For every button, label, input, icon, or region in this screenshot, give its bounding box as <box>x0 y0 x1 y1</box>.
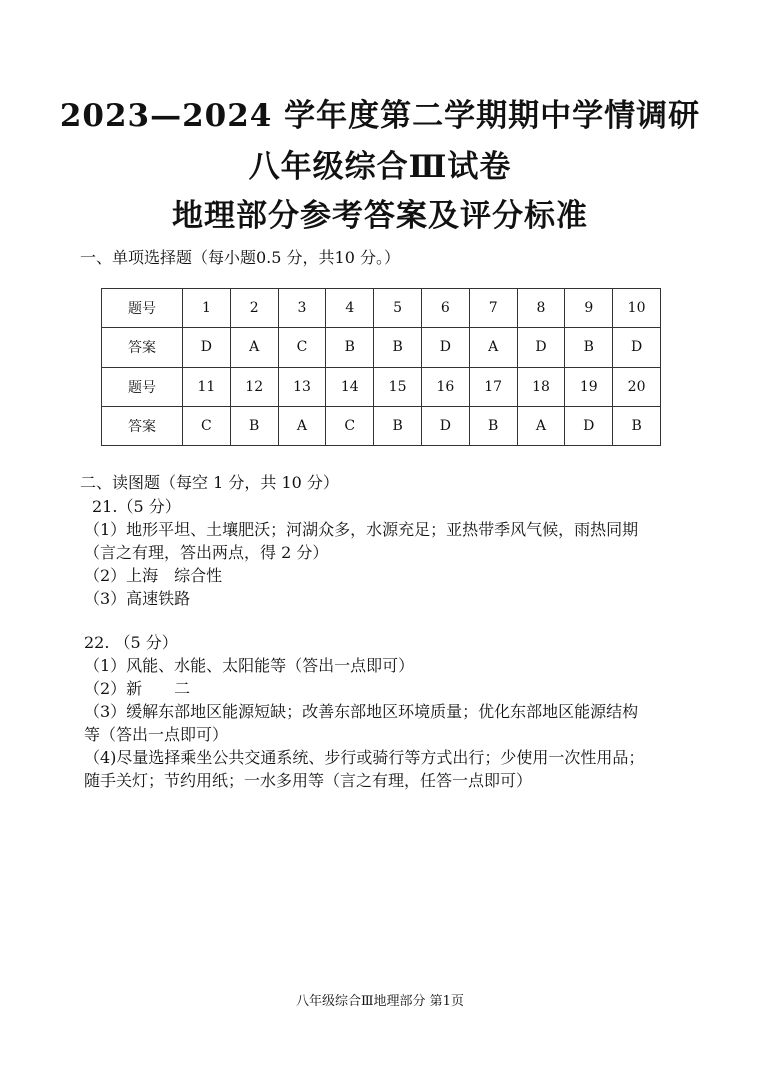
table-cell: B <box>326 328 374 367</box>
table-cell: 9 <box>565 289 613 328</box>
table-cell: 1 <box>183 289 231 328</box>
q22-answer-2: （2）新 二 <box>84 679 191 698</box>
table-cell: 6 <box>421 289 469 328</box>
table-cell: 8 <box>517 289 565 328</box>
q22-header: 22. （5 分） <box>84 633 178 652</box>
table-cell: 4 <box>326 289 374 328</box>
table-cell: B <box>469 406 517 445</box>
page-footer: 八年级综合Ⅲ地理部分 第1页 <box>296 994 464 1009</box>
q22-answer-3-note: 等（答出一点即可） <box>84 725 229 744</box>
table-cell: 12 <box>230 367 278 406</box>
table-cell: 20 <box>613 367 661 406</box>
title-line-1: 2023—2024 学年度第二学期期中学情调研 <box>59 98 701 134</box>
q21-answer-3: （3）高速铁路 <box>84 589 191 608</box>
table-cell: B <box>565 328 613 367</box>
table-cell: A <box>517 406 565 445</box>
table-cell: C <box>326 406 374 445</box>
table-cell: 14 <box>326 367 374 406</box>
title-line-2: 八年级综合Ⅲ试卷 <box>248 149 512 185</box>
answer-table <box>101 288 661 446</box>
section-1-heading: 一、单项选择题（每小题0.5 分，共10 分。） <box>80 248 400 267</box>
q22-answer-1: （1）风能、水能、太阳能等（答出一点即可） <box>84 656 415 675</box>
table-row <box>102 289 661 328</box>
table-row-label: 答案 <box>102 406 183 445</box>
q22-answer-4: （4)尽量选择乘坐公共交通系统、步行或骑行等方式出行；少使用一次性用品； <box>84 748 645 767</box>
table-cell: B <box>230 406 278 445</box>
table-cell: D <box>421 328 469 367</box>
table-row-label: 答案 <box>102 328 183 367</box>
table-cell: 3 <box>278 289 326 328</box>
table-cell: D <box>183 328 231 367</box>
q21-answer-1-note: （言之有理，答出两点，得 2 分） <box>84 543 329 562</box>
table-cell: A <box>469 328 517 367</box>
table-cell: D <box>517 328 565 367</box>
table-cell: 13 <box>278 367 326 406</box>
section-2-heading: 二、读图题（每空 1 分，共 10 分） <box>80 473 339 492</box>
q21-answer-1: （1）地形平坦、土壤肥沃；河湖众多，水源充足；亚热带季风气候，雨热同期 <box>84 520 639 539</box>
table-cell: B <box>613 406 661 445</box>
table-cell: A <box>230 328 278 367</box>
table-cell: B <box>374 406 422 445</box>
table-cell: 15 <box>374 367 422 406</box>
title-line-3: 地理部分参考答案及评分标准 <box>172 198 588 234</box>
table-cell: 17 <box>469 367 517 406</box>
table-cell: B <box>374 328 422 367</box>
table-cell: 5 <box>374 289 422 328</box>
table-cell: 11 <box>183 367 231 406</box>
table-cell: 10 <box>613 289 661 328</box>
table-row-label: 题号 <box>102 367 183 406</box>
table-cell: 2 <box>230 289 278 328</box>
q22-answer-4-cont: 随手关灯；节约用纸；一水多用等（言之有理，任答一点即可） <box>84 771 533 790</box>
table-row <box>102 328 661 367</box>
table-cell: D <box>613 328 661 367</box>
q21-answer-2: （2）上海 综合性 <box>84 566 223 585</box>
table-cell: D <box>565 406 613 445</box>
table-cell: A <box>278 406 326 445</box>
table-row <box>102 367 661 406</box>
q21-header: 21.（5 分） <box>92 497 181 516</box>
table-cell: 7 <box>469 289 517 328</box>
table-cell: 19 <box>565 367 613 406</box>
table-cell: 16 <box>421 367 469 406</box>
table-row <box>102 406 661 445</box>
table-row-label: 题号 <box>102 289 183 328</box>
table-cell: C <box>278 328 326 367</box>
table-cell: C <box>183 406 231 445</box>
q22-answer-3: （3）缓解东部地区能源短缺；改善东部地区环境质量；优化东部地区能源结构 <box>84 702 639 721</box>
table-cell: D <box>421 406 469 445</box>
table-cell: 18 <box>517 367 565 406</box>
